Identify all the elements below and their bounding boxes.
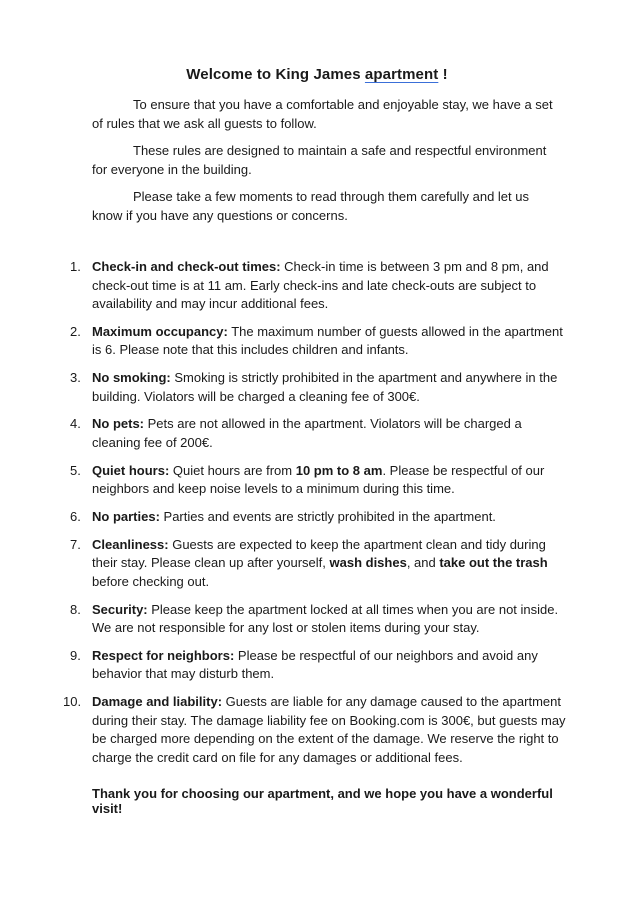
- rule-number: 2.: [70, 323, 81, 339]
- rule-text: [92, 509, 496, 524]
- rule-bold-text: Quiet hours:: [92, 462, 170, 478]
- rule-number: 7.: [70, 536, 81, 552]
- rule-number: 5.: [70, 462, 81, 478]
- rule-text: [92, 602, 558, 636]
- rule-item: [0, 462, 566, 499]
- intro-paragraph-1: To ensure that you have a comfortable and enjoyable stay, we have a set of rules that we ask all guests to follow.: [92, 97, 553, 131]
- rule-bold-text: wash dishes: [329, 555, 407, 571]
- rule-plain-text: Check-in time is between 3 pm and 8 pm, and check-out time is at 11 am. Early check-ins and late check-outs are subject to availability and may incur additional fees.: [92, 259, 549, 311]
- rule-text: [92, 416, 522, 450]
- title-underlined-word: apartment: [364, 66, 439, 83]
- page-title: [0, 66, 634, 83]
- rule-plain-text: Guests are expected to keep the apartment clean and tidy during their stay. Please clean up after yourself,: [92, 536, 546, 571]
- rule-plain-text: Pets are not allowed in the apartment. Violators will be charged a cleaning fee of 200€.: [92, 416, 522, 450]
- rule-bold-text: 10 pm to 8 am: [295, 462, 383, 478]
- rule-text: [92, 259, 549, 311]
- rule-item: [0, 647, 566, 684]
- rule-bold-text: Cleanliness:: [92, 536, 169, 552]
- rule-plain-text: . Please be respectful of our neighbors and keep noise levels to a minimum during this time.: [92, 462, 545, 497]
- rule-bold-text: Respect for neighbors:: [92, 647, 235, 663]
- rule-number: 3.: [70, 370, 81, 386]
- rule-plain-text: Please be respectful of our neighbors and avoid any behavior that may disturb them.: [92, 647, 538, 682]
- rule-number: 10.: [63, 694, 82, 710]
- intro-paragraph-2: These rules are designed to maintain a safe and respectful environment for everyone in the building.: [92, 143, 547, 177]
- rule-plain-text: , and: [406, 555, 440, 571]
- rule-bold-text: No parties:: [92, 508, 160, 524]
- rule-text: [92, 694, 566, 765]
- rule-number: 8.: [70, 601, 81, 617]
- rule-number: 1.: [70, 259, 81, 274]
- rule-text: [92, 463, 544, 497]
- intro-paragraph-3: Please take a few moments to read through them carefully and let us know if you have any questions or concerns.: [92, 189, 529, 223]
- rule-plain-text: The maximum number of guests allowed in the apartment is 6. Please note that this includes children and infants.: [92, 323, 563, 358]
- rules-list: [0, 258, 634, 776]
- rule-bold-text: take out the trash: [439, 555, 548, 571]
- rule-number: 9.: [70, 647, 81, 663]
- rule-item: [0, 693, 566, 767]
- rule-plain-text: Parties and events are strictly prohibited in the apartment.: [159, 508, 496, 524]
- rule-bold-text: Damage and liability:: [92, 694, 223, 710]
- rule-plain-text: Quiet hours are from: [169, 462, 296, 478]
- rule-text: [92, 537, 548, 589]
- title-suffix: !: [438, 66, 448, 83]
- rule-bold-text: No pets:: [92, 416, 144, 432]
- rule-text: [92, 370, 557, 404]
- rule-item: [0, 508, 566, 527]
- rule-item: [0, 536, 566, 592]
- rule-item: [0, 369, 566, 406]
- closing-message: Thank you for choosing our apartment, and we hope you have a wonderful visit!: [92, 786, 553, 816]
- rule-plain-text: Guests are liable for any damage caused to the apartment during their stay. The damage liability fee on Booking.com is 300€, but guests may be charged more depending on the extent of the damage. We reserve the right to charge the credit card on file for any damages or additional fees.: [92, 694, 566, 765]
- rule-bold-text: No smoking:: [92, 370, 171, 386]
- rule-item: [0, 323, 566, 360]
- rule-number: 4.: [70, 416, 81, 432]
- rule-bold-text: Maximum occupancy:: [92, 323, 228, 339]
- title-prefix: Welcome to King James: [186, 66, 365, 83]
- rule-plain-text: before checking out.: [92, 573, 210, 589]
- rule-plain-text: Smoking is strictly prohibited in the apartment and anywhere in the building. Violators will be charged a cleaning fee of 300€.: [92, 370, 558, 404]
- rule-bold-text: Security:: [92, 601, 148, 617]
- rule-number: 6.: [70, 508, 81, 524]
- rule-item: [0, 415, 566, 452]
- rule-item: [0, 601, 566, 638]
- rule-bold-text: Check-in and check-out times:: [92, 259, 281, 274]
- rule-plain-text: Please keep the apartment locked at all times when you are not inside. We are not responsible for any lost or stolen items during your stay.: [92, 601, 559, 636]
- rule-text: [92, 324, 563, 358]
- rule-text: [92, 648, 538, 682]
- rule-item: [0, 258, 566, 314]
